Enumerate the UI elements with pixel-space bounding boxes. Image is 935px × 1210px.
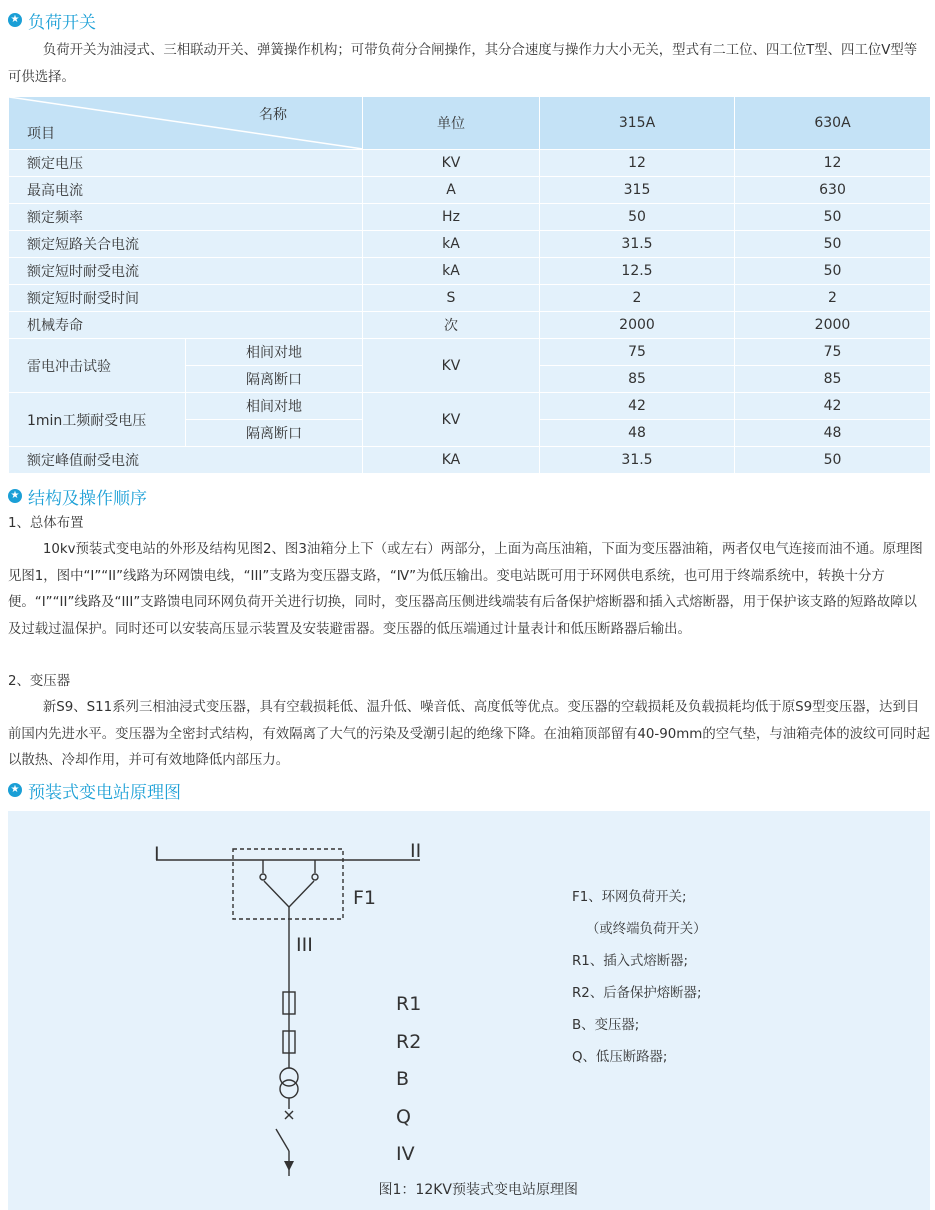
row-unit: S [363,285,540,312]
subheading-transformer: 2、变压器 [8,674,71,689]
row-315a: 12.5 [540,258,735,285]
legend-item: F1、环网负荷开关; [572,890,687,905]
header-unit: 单位 [363,97,540,150]
header-item: 项目 [27,126,55,142]
header-name: 名称 [259,107,287,123]
transformer-paragraph: 新S9、S11系列三相油浸式变压器，具有空载损耗低、温升低、噪音低、高度低等优点。变压器的空载损耗及负载损耗均低于原S9型变压器，达到目前国内先进水平。变压器为全密封式结构，有效隔离了大气的污染及受潮引起的绝缘下降。在油箱顶部留有40-90mm的空气垫，与油箱壳体的波纹可同时起以散热、冷却作用，并可有效地降低内部压力。 [8,700,930,768]
star-icon: ★ [8,489,22,503]
subheading-layout: 1、总体布置 [8,516,84,531]
row-315a: 31.5 [540,231,735,258]
row-315a: 2000 [540,312,735,339]
section-title-structure [8,483,147,509]
table-row [9,339,931,366]
table-row [9,312,931,339]
layout-paragraph: 10kv预装式变电站的外形及结构见图2、图3油箱分上下（或左右）两部分，上面为高压油箱，下面为变压器油箱，两者仅电气连接而油不通。原理图见图1，图中“I”“II”线路为环网馈电线，“III”支路为变压器支路，“Ⅳ”为低压输出。变电站既可用于环网供电系统，也可用于终端系统中，转换十分方便。“I”“II”线路及“III”支路馈电同环网负荷开关进行切换，同时，变压器高压侧进线端装有后备保护熔断器和插入式熔断器，用于保护该支路的短路故障以及过载过温保护。同时还可以安装高压显示装置及安装避雷器。变压器的低压端通过计量表计和低压断路器后输出。 [8,542,923,637]
star-icon: ★ [8,783,22,797]
label-f1: F1 [353,887,377,909]
figure-caption: 图1：12KV预装式变电站原理图 [378,1182,578,1198]
row-315a: 42 [540,393,735,420]
table-row [9,393,931,420]
legend-item: R2、后备保护熔断器; [572,986,702,1001]
label-r1: R1 [396,993,422,1015]
row-item: 雷电冲击试验 [9,339,186,393]
row-item: 1min工频耐受电压 [9,393,186,447]
row-630a: 2 [735,285,931,312]
row-item: 额定频率 [9,204,363,231]
row-unit: A [363,177,540,204]
row-subitem: 相间对地 [186,339,363,366]
legend-item: R1、插入式熔断器; [572,954,689,969]
row-315a: 75 [540,339,735,366]
row-630a: 630 [735,177,931,204]
diagonal-line [9,97,363,149]
schematic-diagram [8,811,930,1210]
label-r2: R2 [396,1031,422,1053]
row-315a: 31.5 [540,447,735,474]
label-i: I [154,843,160,865]
row-unit: kA [363,231,540,258]
row-subitem: 相间对地 [186,393,363,420]
legend-item: Q、低压断路器; [572,1050,668,1065]
label-b: B [396,1068,410,1090]
row-630a: 2000 [735,312,931,339]
label-ii: II [410,840,422,862]
row-630a: 12 [735,150,931,177]
section-title-text: 负荷开关 [28,12,96,33]
row-item: 额定短路关合电流 [9,231,363,258]
row-630a: 50 [735,204,931,231]
row-630a: 50 [735,258,931,285]
row-630a: 42 [735,393,931,420]
row-item: 额定峰值耐受电流 [9,447,363,474]
row-315a: 48 [540,420,735,447]
table-row [9,150,931,177]
row-315a: 2 [540,285,735,312]
table-row [9,204,931,231]
row-unit: KV [363,393,540,447]
transformer-coil-2 [280,1080,298,1098]
row-unit: KV [363,339,540,393]
legend-item: （或终端负荷开关） [586,922,707,937]
row-item: 机械寿命 [9,312,363,339]
section-title-text: 预装式变电站原理图 [28,782,181,803]
table-row [9,285,931,312]
breaker-q [276,1129,289,1151]
table-row [9,231,931,258]
row-item: 额定短时耐受时间 [9,285,363,312]
row-subitem: 隔离断口 [186,366,363,393]
row-315a: 315 [540,177,735,204]
row-315a: 50 [540,204,735,231]
row-subitem: 隔离断口 [186,420,363,447]
header-630a: 630A [735,97,931,150]
row-unit: KV [363,150,540,177]
label-iii: III [296,934,313,956]
table-row [9,447,931,474]
output-arrow [284,1161,294,1171]
row-item: 最高电流 [9,177,363,204]
row-item: 额定短时耐受电流 [9,258,363,285]
load-switch-paragraph: 负荷开关为油浸式、三相联动开关、弹簧操作机构；可带负荷分合闸操作，其分合速度与操作力大小无关，型式有二工位、四工位T型、四工位V型等可供选择。 [8,43,918,85]
row-315a: 12 [540,150,735,177]
spec-table [8,96,931,474]
label-iv: IV [396,1143,415,1165]
legend-item: B、变压器; [572,1018,640,1033]
row-630a: 75 [735,339,931,366]
table-row [9,258,931,285]
row-unit: Hz [363,204,540,231]
row-315a: 85 [540,366,735,393]
row-unit: 次 [363,312,540,339]
row-630a: 50 [735,231,931,258]
section-title-load-switch [8,7,96,33]
table-header-row [9,97,931,150]
schematic-drawing [8,811,568,1181]
section-title-text: 结构及操作顺序 [28,488,147,509]
row-item: 额定电压 [9,150,363,177]
table-row [9,177,931,204]
row-630a: 85 [735,366,931,393]
row-unit: kA [363,258,540,285]
section-title-schematic [8,777,181,803]
header-315a: 315A [540,97,735,150]
label-q: Q [396,1106,411,1128]
star-icon: ★ [8,13,22,27]
row-630a: 50 [735,447,931,474]
row-630a: 48 [735,420,931,447]
row-unit: KA [363,447,540,474]
header-name-item-cell [9,97,363,150]
